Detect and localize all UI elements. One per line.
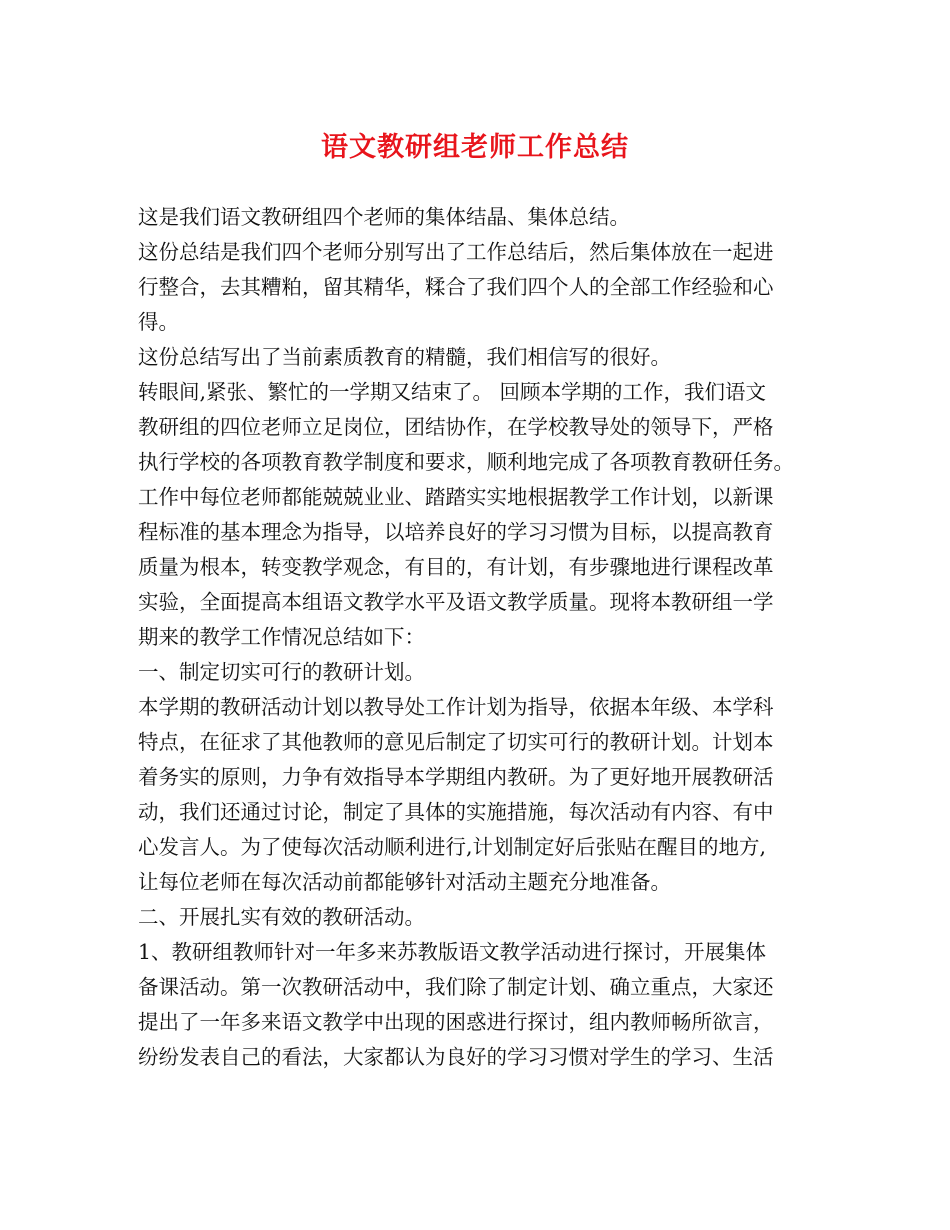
text-line: 这是我们语文教研组四个老师的集体结晶、集体总结。 (138, 205, 630, 229)
text-line: 提出了一年多来语文教学中出现的困惑进行探讨，组内教师畅所欲言， (138, 1010, 774, 1034)
text-line: 备课活动。第一次教研活动中，我们除了制定计划、确立重点，大家还 (138, 975, 774, 999)
document-body (138, 200, 818, 1075)
text-line: 着务实的原则，力争有效指导本学期组内教研。为了更好地开展教研活 (138, 765, 774, 789)
text-line: 一、制定切实可行的教研计划。 (138, 660, 425, 684)
text-line: 行整合，去其糟粕，留其精华，糅合了我们四个人的全部工作经验和心 (138, 275, 774, 299)
text-line: 特点，在征求了其他教师的意见后制定了切实可行的教研计划。计划本 (138, 730, 774, 754)
text-line: 这份总结是我们四个老师分别写出了工作总结后，然后集体放在一起进 (138, 240, 774, 264)
text-line: 让每位老师在每次活动前都能够针对活动主题充分地准备。 (138, 870, 671, 894)
text-line: 得。 (138, 310, 179, 334)
text-line: 转眼间,紧张、繁忙的一学期又结束了。 回顾本学期的工作，我们语文 (138, 380, 767, 404)
text-line: 纷纷发表自己的看法，大家都认为良好的学习习惯对学生的学习、生活 (138, 1045, 774, 1069)
text-line: 动，我们还通过讨论，制定了具体的实施措施，每次活动有内容、有中 (138, 800, 774, 824)
text-line: 教研组的四位老师立足岗位，团结协作，在学校教导处的领导下，严格 (138, 415, 774, 439)
text-line: 二、开展扎实有效的教研活动。 (138, 905, 425, 929)
document-title: 语文教研组老师工作总结 (321, 132, 629, 163)
text-line: 本学期的教研活动计划以教导处工作计划为指导，依据本年级、本学科 (138, 695, 774, 719)
text-line: 这份总结写出了当前素质教育的精髓，我们相信写的很好。 (138, 345, 671, 369)
text-line: 工作中每位老师都能兢兢业业、踏踏实实地根据教学工作计划，以新课 (138, 485, 774, 509)
text-line: 1、教研组教师针对一年多来苏教版语文教学活动进行探讨，开展集体 (138, 940, 767, 964)
text-line: 质量为根本，转变教学观念，有目的，有计划，有步骤地进行课程改革 (138, 555, 774, 579)
text-line: 实验，全面提高本组语文教学水平及语文教学质量。现将本教研组一学 (138, 590, 774, 614)
text-line: 执行学校的各项教育教学制度和要求，顺利地完成了各项教育教研任务。 (138, 450, 794, 474)
text-line: 期来的教学工作情况总结如下： (138, 625, 425, 649)
text-line: 心发言人。为了使每次活动顺利进行,计划制定好后张贴在醒目的地方, (138, 835, 767, 859)
text-line: 程标准的基本理念为指导，以培养良好的学习习惯为目标，以提高教育 (138, 520, 774, 544)
